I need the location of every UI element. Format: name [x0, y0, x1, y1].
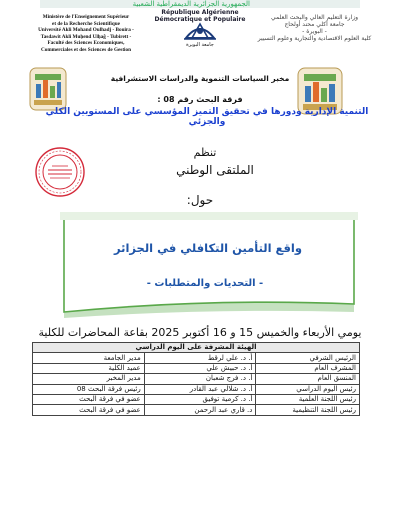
- header-right-line: كلية العلوم الاقتصادية والتجارية وعلوم التسيير: [257, 35, 372, 42]
- committee-role: المنسق العام: [256, 374, 360, 384]
- table-row: [33, 374, 360, 384]
- university-logo-icon: [182, 16, 218, 42]
- header-left-line: Université Akli Mohand Oulhadj - Bouira -: [38, 27, 134, 34]
- header-left-line: Tasdawit Akli Muḥend Ulḥağ - Tubirett -: [40, 33, 132, 40]
- committee-member-name: أ. د. حبيش علي: [144, 363, 256, 373]
- header-left-block: [30, 14, 142, 54]
- event-date-venue: يومي الأربعاء والخميس 15 و 16 أكتوبر 2025 بقاعة المحاضرات للكلية: [38, 326, 362, 339]
- committee-member-position: مدير المخبر: [33, 374, 145, 384]
- committee-role: رئيس اللجنة التنظيمية: [256, 405, 360, 415]
- conference-title: واقع التأمين التكافلي في الجزائر: [113, 241, 303, 255]
- about-label: حول:: [186, 193, 214, 207]
- committee-member-name: أ. د. علي لرقط: [144, 353, 256, 363]
- header-right-line: وزارة التعليم العالي والبحث العلمي: [271, 14, 358, 21]
- header-right-line: - البويرة -: [302, 28, 327, 35]
- table-row: [33, 405, 360, 415]
- committee-table: [32, 342, 360, 416]
- committee-member-name: د. قاري عبد الرحمن: [144, 405, 256, 415]
- republic-french: République Algérienne Démocratique et Populaire: [154, 9, 246, 23]
- lab-logo-icon: [28, 66, 68, 112]
- committee-member-name: أ. د. كرمية توفيق: [144, 394, 256, 404]
- committee-role: رئيس اليوم الدراسي: [256, 384, 360, 394]
- committee-member-name: أ. د. شلالي عبد القادر: [144, 384, 256, 394]
- header-left-line: Faculté des Sciences Economiques,: [47, 40, 125, 47]
- committee-member-position: عضو في فرقة البحث: [33, 394, 145, 404]
- logo-caption: جامعة البويرة: [186, 42, 214, 48]
- committee-role: رئيس اللجنة العلمية: [256, 394, 360, 404]
- table-row: [33, 384, 360, 394]
- committee-role: المشرف العام: [256, 363, 360, 373]
- committee-heading: الهيئة المشرفة على اليوم الدراسي: [33, 343, 360, 353]
- conference-banner: [58, 212, 360, 318]
- lab-name: مخبر السياسات التنموية والدراسات الاستشرافية: [110, 74, 290, 83]
- committee-member-position: رئيس فرقة البحث 08: [33, 384, 145, 394]
- republic-arabic: الجمهورية الجزائرية الديمقراطية الشعبية: [132, 0, 250, 8]
- event-type: الملتقى الوطني: [176, 163, 254, 177]
- committee-role: الرئيس الشرفي: [256, 353, 360, 363]
- committee-member-position: مدير الجامعة: [33, 353, 145, 363]
- committee-heading-row: [33, 343, 360, 353]
- committee-member-position: عميد الكلية: [33, 363, 145, 373]
- header-left-line: Ministère de l'Enseignement Supérieur: [42, 14, 130, 20]
- table-row: [33, 363, 360, 373]
- committee-member-name: أ. د. فرج شعبان: [144, 374, 256, 384]
- organizes-label: تنظم: [193, 146, 217, 159]
- header-right-block: [252, 14, 377, 42]
- conference-subtitle: - التحديات والمتطلبات -: [146, 278, 264, 289]
- header-left-line: Commerciales et des Sciences de Gestion: [41, 46, 131, 53]
- table-row: [33, 353, 360, 363]
- official-stamp-icon: [34, 146, 86, 198]
- header-left-line: et de la Recherche Scientifique: [52, 20, 120, 27]
- table-row: [33, 394, 360, 404]
- header-right-line: جامعة أكلي محند أولحاج: [284, 21, 345, 28]
- research-team-number: فرقة البحث رقم 08 :: [157, 95, 243, 104]
- project-title: التنمية الإدارية ودورها في تحقيق التميز المؤسسي على المستويين الكلي والجزئي: [45, 107, 369, 127]
- committee-member-position: عضو في فرقة البحث: [33, 405, 145, 415]
